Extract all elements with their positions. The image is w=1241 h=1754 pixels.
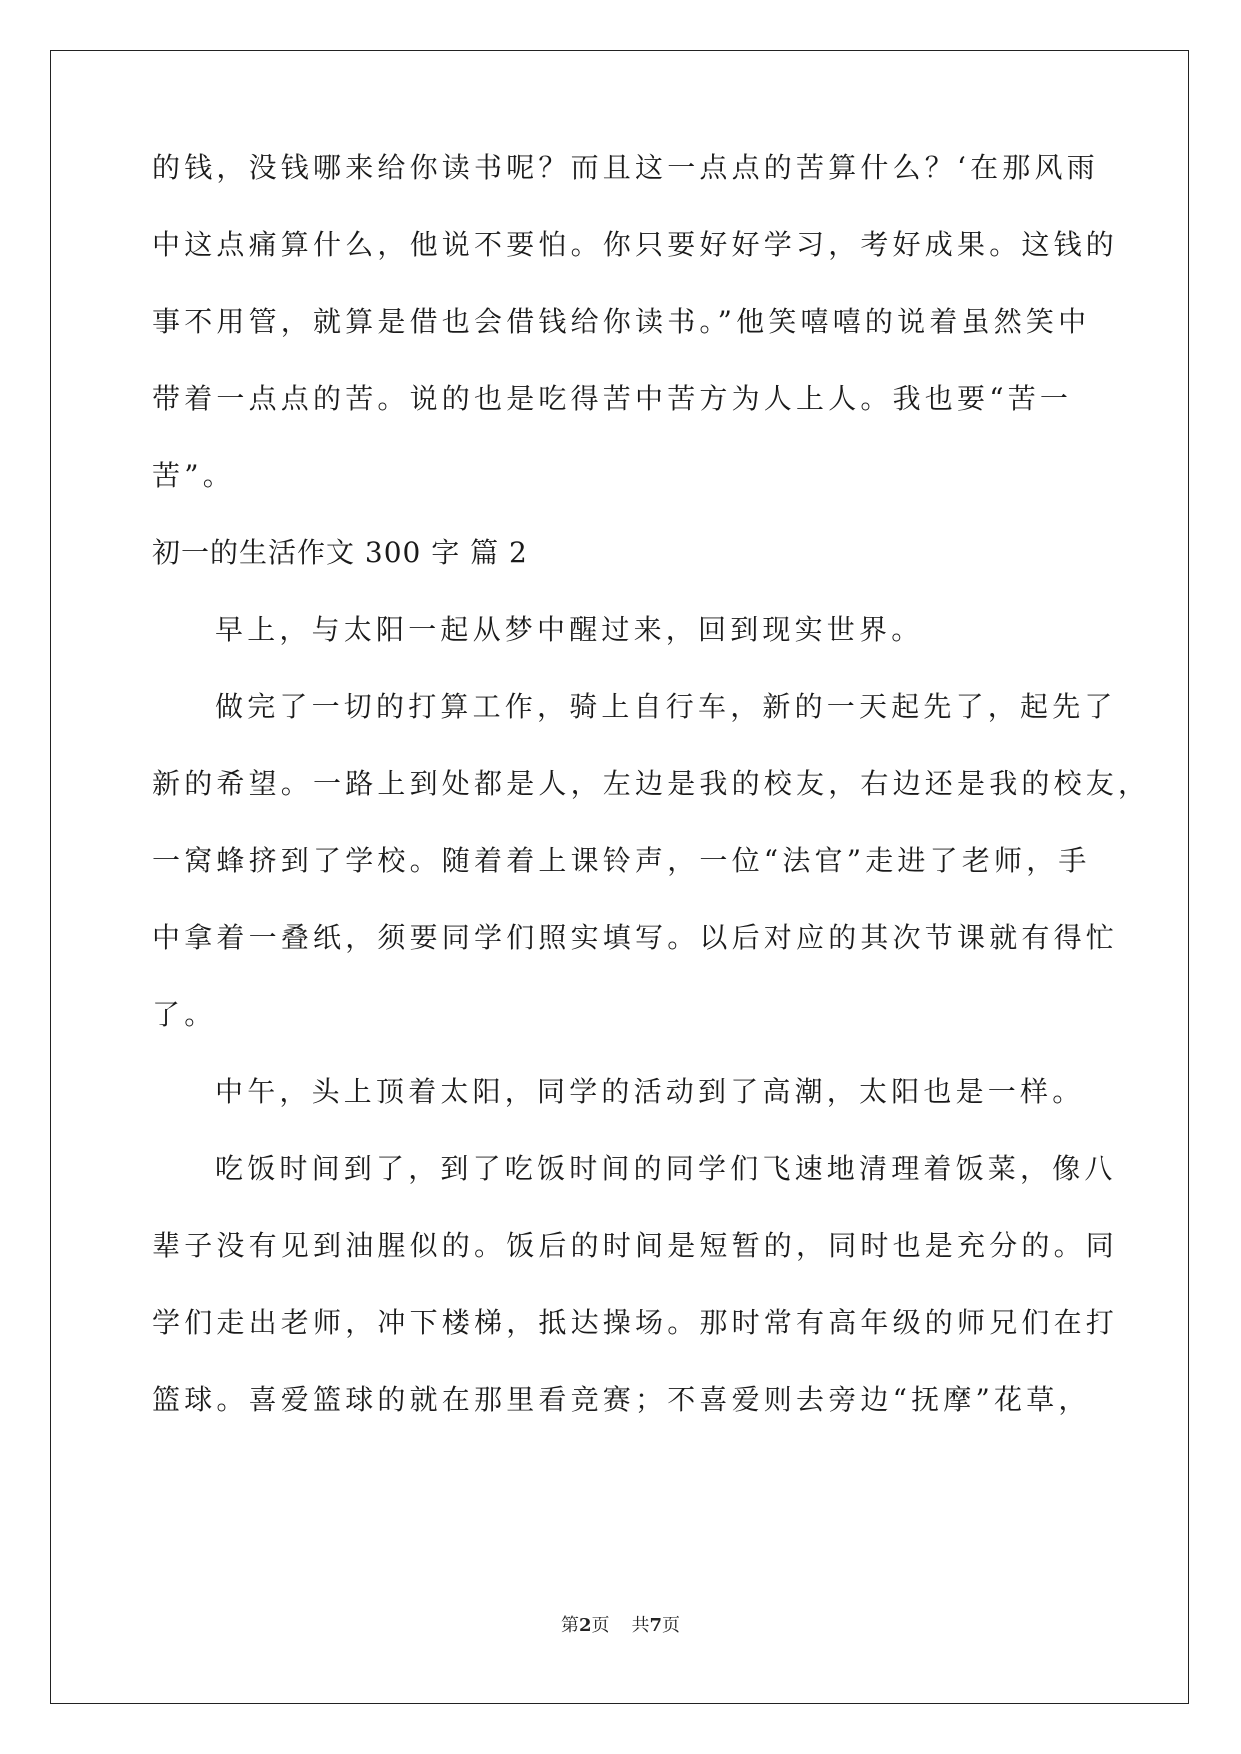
paragraph-line: 的钱，没钱哪来给你读书呢？而且这一点点的苦算什么？‘在那风雨: [152, 151, 1099, 184]
body-line: 中午，头上顶着太阳，同学的活动到了高潮，太阳也是一样。: [215, 1075, 1085, 1108]
total-prefix: 共: [631, 1615, 650, 1636]
body-line: 做完了一切的打算工作，骑上自行车，新的一天起先了，起先了: [215, 690, 1117, 723]
body-line: 了。: [152, 998, 217, 1031]
body-line: 辈子没有见到油腥似的。饭后的时间是短暂的，同时也是充分的。同: [152, 1229, 1119, 1262]
body-line: 篮球。喜爱篮球的就在那里看竞赛；不喜爱则去旁边“抚摩”花草，: [152, 1383, 1091, 1416]
paragraph-line: 中这点痛算什么，他说不要怕。你只要好好学习，考好成果。这钱的: [152, 228, 1119, 261]
paragraph-line: 苦”。: [152, 459, 235, 492]
page-prefix: 第: [560, 1615, 579, 1636]
total-unit: 页: [662, 1615, 681, 1636]
current-page-number: 2: [578, 1615, 592, 1636]
body-line: 一窝蜂挤到了学校。随着着上课铃声，一位“法官”走进了老师，手: [152, 844, 1091, 877]
body-line: 早上，与太阳一起从梦中醒过来，回到现实世界。: [215, 613, 924, 646]
paragraph-line: 带着一点点的苦。说的也是吃得苦中苦方为人上人。我也要“苦一: [152, 382, 1073, 415]
paragraph-line: 事不用管，就算是借也会借钱给你读书。”他笑嘻嘻的说着虽然笑中: [152, 305, 1091, 338]
body-line: 新的希望。一路上到处都是人，左边是我的校友，右边还是我的校友，: [152, 767, 1151, 800]
body-line: 吃饭时间到了，到了吃饭时间的同学们飞速地清理着饭菜，像八: [215, 1152, 1117, 1185]
page-footer: [0, 1614, 1241, 1638]
total-page-number: 7: [649, 1615, 663, 1636]
body-line: 学们走出老师，冲下楼梯，抵达操场。那时常有高年级的师兄们在打: [152, 1306, 1119, 1339]
section-heading: 初一的生活作文 300 字 篇 2: [152, 536, 528, 569]
body-line: 中拿着一叠纸，须要同学们照实填写。以后对应的其次节课就有得忙: [152, 921, 1119, 954]
page-unit: 页: [591, 1615, 610, 1636]
